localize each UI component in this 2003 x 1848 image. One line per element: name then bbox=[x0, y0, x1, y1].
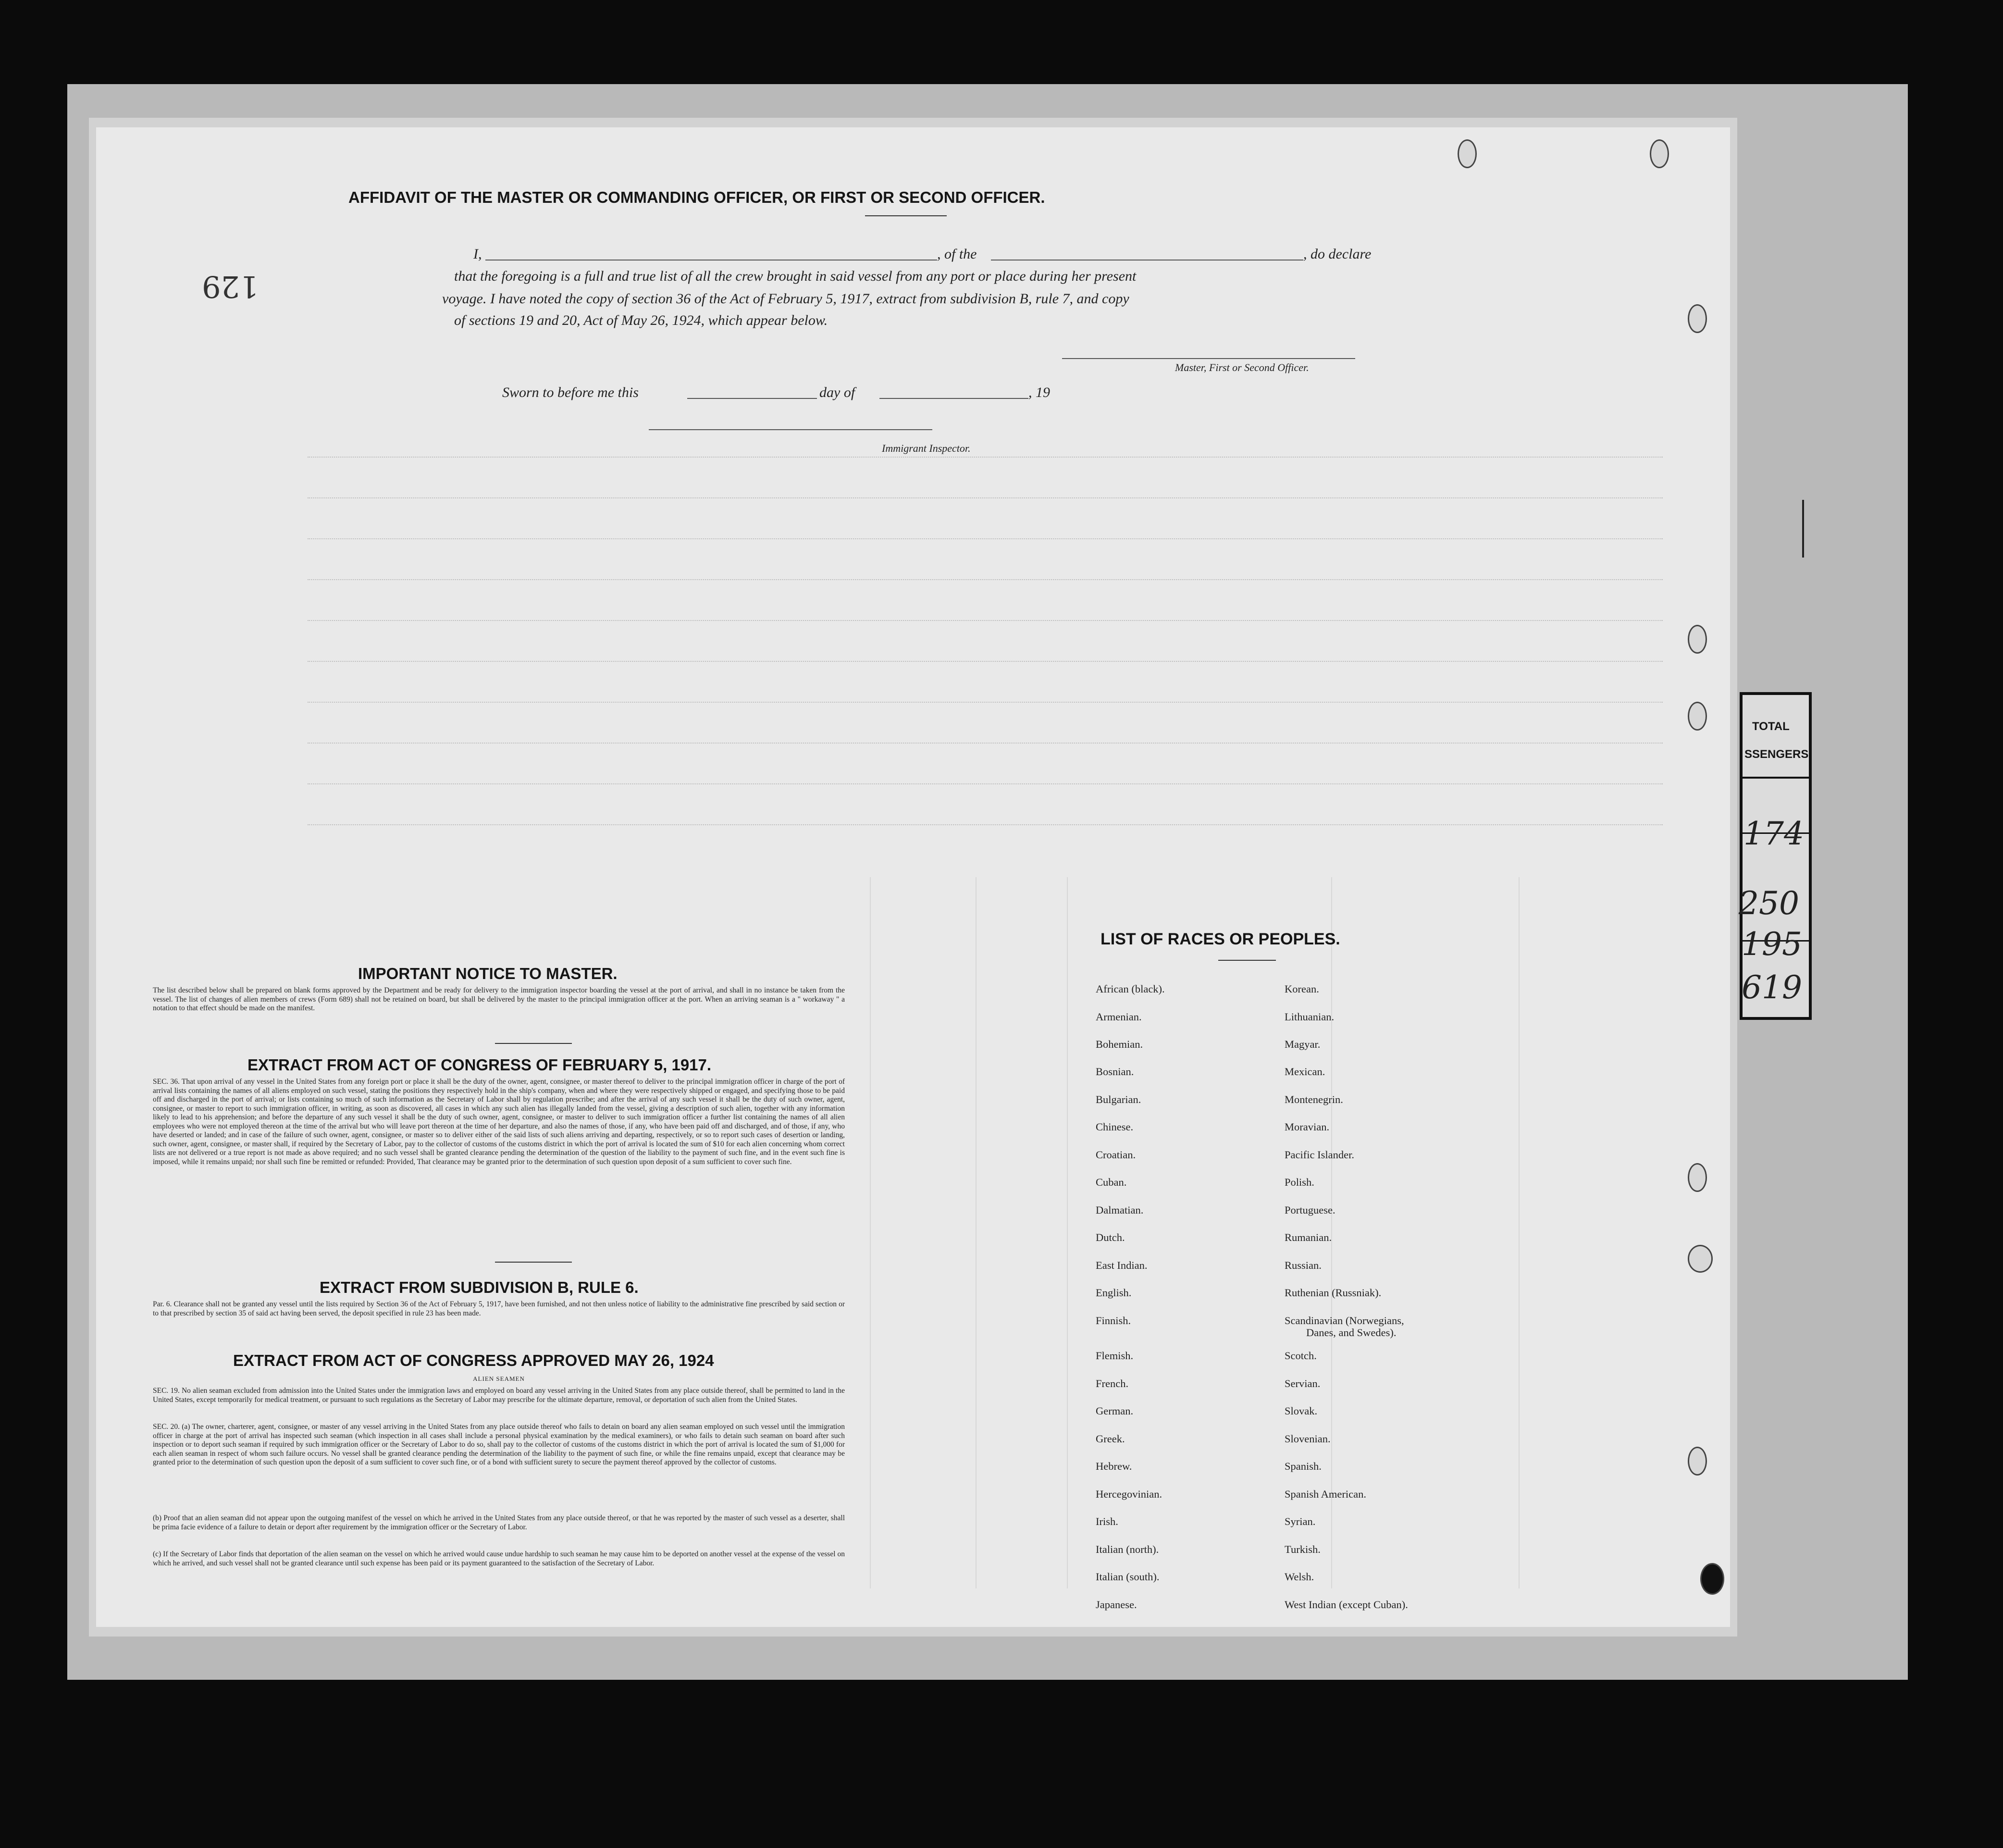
affidavit-line-2: that the foregoing is a full and true list of all the crew brought in said vessel from any port or place during her present bbox=[454, 268, 1137, 284]
sworn-label: Sworn to before me this bbox=[502, 384, 639, 400]
total-label: TOTAL bbox=[1752, 720, 1790, 733]
rule-6-body: Par. 6. Clearance shall not be granted any vessel until the lists required by Section 36 of the Act of February 5, 1917, have been furnished, and not then unless notice of liability to the administrative fine prescribed by said section or to that prescribed by section 35 of said act having been served, the deposit specified in rule 23 has been made. bbox=[153, 1300, 845, 1317]
race-item: Moravian. bbox=[1285, 1121, 1330, 1133]
race-item: Italian (south). bbox=[1096, 1571, 1160, 1583]
fold-line bbox=[870, 877, 871, 1588]
race-item: Croatian. bbox=[1096, 1149, 1136, 1161]
race-item: Italian (north). bbox=[1096, 1543, 1159, 1555]
race-item: Slovak. bbox=[1285, 1405, 1318, 1417]
affidavit-line-3: voyage. I have noted the copy of section 36 of the Act of February 5, 1917, extract from subdivision B, rule 7, and copy bbox=[442, 291, 1129, 307]
punch-hole bbox=[1688, 702, 1707, 731]
total-value: 619 bbox=[1742, 969, 1802, 1006]
race-item: English. bbox=[1096, 1287, 1132, 1299]
race-item-continuation: Danes, and Swedes). bbox=[1306, 1327, 1397, 1339]
race-item: Scotch. bbox=[1285, 1350, 1317, 1362]
race-item: Servian. bbox=[1285, 1377, 1321, 1389]
act-1917-title: EXTRACT FROM ACT OF CONGRESS OF FEBRUARY 5, 1917. bbox=[247, 1056, 712, 1074]
show-through-row bbox=[308, 620, 1663, 635]
race-item: Syrian. bbox=[1285, 1515, 1316, 1527]
handwritten-page-number: 129 bbox=[202, 269, 259, 304]
race-item: Welsh. bbox=[1285, 1571, 1314, 1583]
race-item: Finnish. bbox=[1096, 1315, 1131, 1327]
show-through-row bbox=[308, 824, 1663, 840]
race-item: Dalmatian. bbox=[1096, 1204, 1144, 1216]
section-rule bbox=[495, 1043, 572, 1044]
sworn-month-line[interactable] bbox=[879, 398, 1028, 399]
day-of-label: day of bbox=[819, 384, 855, 400]
do-declare-label: , do declare bbox=[1303, 246, 1372, 262]
race-item: Magyar. bbox=[1285, 1038, 1321, 1050]
race-item: Dutch. bbox=[1096, 1231, 1125, 1243]
race-item: Flemish. bbox=[1096, 1350, 1134, 1362]
fold-line bbox=[1067, 877, 1068, 1588]
race-item: Russian. bbox=[1285, 1259, 1322, 1271]
act-1924-sec-20b: (b) Proof that an alien seaman did not appear upon the outgoing manifest of the vessel on which he arrived in the United States from any place outside thereof, or that he was reported by the master of such vessel as a deserter, shall be prima facie evidence of a failure to detain or deport after requirement by the immigration officer or the Secretary of Labor. bbox=[153, 1514, 845, 1531]
race-item: Turkish. bbox=[1285, 1543, 1321, 1555]
punch-hole bbox=[1688, 1447, 1707, 1476]
punch-hole bbox=[1700, 1563, 1724, 1595]
section-rule bbox=[495, 1262, 572, 1263]
punch-hole bbox=[1688, 1163, 1707, 1192]
punch-hole bbox=[1650, 139, 1669, 168]
race-item: Lithuanian. bbox=[1285, 1011, 1335, 1023]
title-rule bbox=[865, 215, 947, 216]
race-item: Irish. bbox=[1096, 1515, 1118, 1527]
fold-line bbox=[976, 877, 977, 1588]
race-item: Polish. bbox=[1285, 1176, 1314, 1188]
show-through-row bbox=[308, 579, 1663, 595]
passengers-label: SSENGERS bbox=[1744, 748, 1809, 761]
race-item: Spanish. bbox=[1285, 1460, 1322, 1472]
race-item: Ruthenian (Russniak). bbox=[1285, 1287, 1382, 1299]
show-through-row bbox=[308, 783, 1663, 799]
race-item: African (black). bbox=[1096, 983, 1165, 995]
race-item: Bohemian. bbox=[1096, 1038, 1143, 1050]
punch-hole bbox=[1688, 1245, 1713, 1273]
punch-hole bbox=[1688, 625, 1707, 654]
affidavit-line-4: of sections 19 and 20, Act of May 26, 1924, which appear below. bbox=[454, 312, 828, 328]
declarant-label: I, bbox=[473, 246, 482, 262]
race-item: Chinese. bbox=[1096, 1121, 1134, 1133]
act-1924-sec-19: SEC. 19. No alien seaman excluded from admission into the United States under the immigration laws and employed on board any vessel arriving in the United States from any place outside thereof, shall be permitted to land in the United States, except temporarily for medical treatment, or pursuant to such regulations as the Secretary of Labor may prescribe for the ultimate departure, removal, or deportation of such alien from the United States. bbox=[153, 1387, 845, 1404]
show-through-row bbox=[308, 457, 1663, 472]
race-item: Portuguese. bbox=[1285, 1204, 1335, 1216]
race-item: Rumanian. bbox=[1285, 1231, 1332, 1243]
punch-hole bbox=[1458, 139, 1477, 168]
race-item: East Indian. bbox=[1096, 1259, 1148, 1271]
race-item: Slovenian. bbox=[1285, 1433, 1331, 1445]
race-item: Hebrew. bbox=[1096, 1460, 1132, 1472]
race-item: West Indian (except Cuban). bbox=[1285, 1599, 1408, 1611]
of-the-label: , of the bbox=[937, 246, 977, 262]
show-through-row bbox=[308, 497, 1663, 513]
race-item: Korean. bbox=[1285, 983, 1319, 995]
race-item: Hercegovinian. bbox=[1096, 1488, 1162, 1500]
race-item: Mexican. bbox=[1285, 1066, 1325, 1078]
notice-title: IMPORTANT NOTICE TO MASTER. bbox=[358, 965, 618, 982]
back-page-edge bbox=[1730, 500, 1804, 558]
notice-body: The list described below shall be prepared on blank forms approved by the Department and be ready for delivery to the immigration inspector boarding the vessel at the port of arrival, and shall in no instance be taken from the vessel. The list of changes of alien members of crews (Form 689) shall not be retained on board, but shall be delivered by the master to the principal immigration officer at the port. When an arriving seaman is a " workaway " a notation to that effect should be made on the manifest. bbox=[153, 986, 845, 1012]
total-passengers-box bbox=[1740, 692, 1812, 1020]
show-through-row bbox=[308, 538, 1663, 554]
race-item: Japanese. bbox=[1096, 1599, 1137, 1611]
total-value: 250 bbox=[1739, 885, 1799, 922]
show-through-row bbox=[308, 743, 1663, 758]
show-through-row bbox=[308, 702, 1663, 717]
race-item: Bulgarian. bbox=[1096, 1093, 1141, 1105]
races-title: LIST OF RACES OR PEOPLES. bbox=[1100, 930, 1340, 948]
act-1917-body: SEC. 36. That upon arrival of any vessel in the United States from any foreign port or place it shall be the duty of the owner, agent, consignee, or master thereof to deliver to the principal immigration officer in charge of the port of arrival lists containing the names of all aliens employed on such vessel, stating the positions they respectively hold in the ship's company, when and where they were respectively shipped or engaged, and specifying those to be paid off and discharged in the port of arrival; or lists containing so much of such information as the Secretary of Labor shall by regulation prescribe; and after the arrival of any such vessel it shall be the duty of such owner, agent, consignee, or master to report to such immigration officer, in writing, as soon as discovered, all cases in which any such alien has illegally landed from the vessel, giving a description of such alien, together with any information likely to lead to his apprehension; and before the departure of any such vessel it shall be the duty of such owner, agent, consignee, or master to deliver to such immigration officer a further list containing the names of all alien employees who were not employed thereon at the time of the arrival but who will leave port thereon at the time of her departure, and also the names of those, if any, who have been paid off and discharged, and of those, if any, who have deserted or landed; and in case of the failure of such owner, agent, consignee, or master so to deliver either of the said lists of such aliens arriving and departing, respectively, or so to report such cases of desertion or landing, such owner, agent, consignee, or master shall, if required by the Secretary of Labor, pay to the collector of customs of the customs district in which the port of arrival is located the sum of $10 for each alien concerning whom correct lists are not delivered or a true report is not made as above required; and no such vessel shall be granted clearance pending the determination of the question of the liability to the payment of such fine, and in the event such fine is imposed, while it remains unpaid; nor shall such fine be remitted or refunded: Provided, That clearance may be granted prior to the determination of such question upon deposit of a sum sufficient to cover such fine. bbox=[153, 1078, 845, 1166]
races-rule bbox=[1218, 960, 1276, 961]
race-item: Armenian. bbox=[1096, 1011, 1142, 1023]
sworn-day-line[interactable] bbox=[687, 398, 817, 399]
total-value: 195 bbox=[1742, 926, 1802, 963]
fold-line bbox=[1519, 877, 1520, 1588]
affidavit-title: AFFIDAVIT OF THE MASTER OR COMMANDING OFFICER, OR FIRST OR SECOND OFFICER. bbox=[348, 188, 1045, 206]
race-item: French. bbox=[1096, 1377, 1129, 1389]
race-item: Montenegrin. bbox=[1285, 1093, 1343, 1105]
act-1924-sec-20c: (c) If the Secretary of Labor finds that deportation of the alien seaman on the vessel on which he arrived would cause undue hardship to such seaman he may cause him to be deported on another vessel at the expense of the vessel on which he arrived, and such vessel shall not be granted clearance until such expense has been paid or its payment guaranteed to the satisfaction of the Secretary of Labor. bbox=[153, 1550, 845, 1567]
race-item: Greek. bbox=[1096, 1433, 1125, 1445]
act-1924-title: EXTRACT FROM ACT OF CONGRESS APPROVED MAY 26, 1924 bbox=[233, 1352, 714, 1369]
race-item: Spanish American. bbox=[1285, 1488, 1366, 1500]
inspector-caption: Immigrant Inspector. bbox=[882, 442, 971, 454]
punch-hole bbox=[1688, 304, 1707, 333]
race-item: Scandinavian (Norwegians, bbox=[1285, 1315, 1404, 1327]
race-item: Pacific Islander. bbox=[1285, 1149, 1354, 1161]
act-1924-subtitle: ALIEN SEAMEN bbox=[473, 1375, 525, 1382]
master-caption: Master, First or Second Officer. bbox=[1175, 361, 1309, 373]
inspector-signature-line[interactable] bbox=[649, 429, 932, 430]
act-1924-sec-20a: SEC. 20. (a) The owner, charterer, agent, consignee, or master of any vessel arriving in the United States from any place outside thereof who fails to detain on board any alien seaman employed on such vessel until the immigration officer in charge at the port of arrival has inspected such seaman (which inspection in all cases shall include a personal physical examination by the medical examiners), or who fails to detain such seaman on board after such inspection or to deport such seaman if required by such immigration officer or the Secretary of Labor to do so, shall pay to the collector of customs of the customs district in which the port of arrival is located the sum of $1,000 for each alien seaman in respect of whom such failure occurs. No vessel shall be granted clearance pending the determination of the liability to the payment of such fine, or while the fine remains unpaid, except that clearance may be granted prior to the determination of such question upon the deposit of a sum sufficient to cover such fine, or of a bond with sufficient surety to secure the payment thereof approved by the collector of customs. bbox=[153, 1423, 845, 1466]
total-value: 174 bbox=[1743, 815, 1804, 852]
race-item: Bosnian. bbox=[1096, 1066, 1134, 1078]
master-signature-line[interactable] bbox=[1062, 358, 1355, 359]
show-through-row bbox=[308, 661, 1663, 676]
rule-6-title: EXTRACT FROM SUBDIVISION B, RULE 6. bbox=[320, 1278, 639, 1296]
race-item: Cuban. bbox=[1096, 1176, 1127, 1188]
year-label: , 19 bbox=[1028, 384, 1050, 400]
total-header bbox=[1743, 695, 1809, 779]
race-item: German. bbox=[1096, 1405, 1134, 1417]
